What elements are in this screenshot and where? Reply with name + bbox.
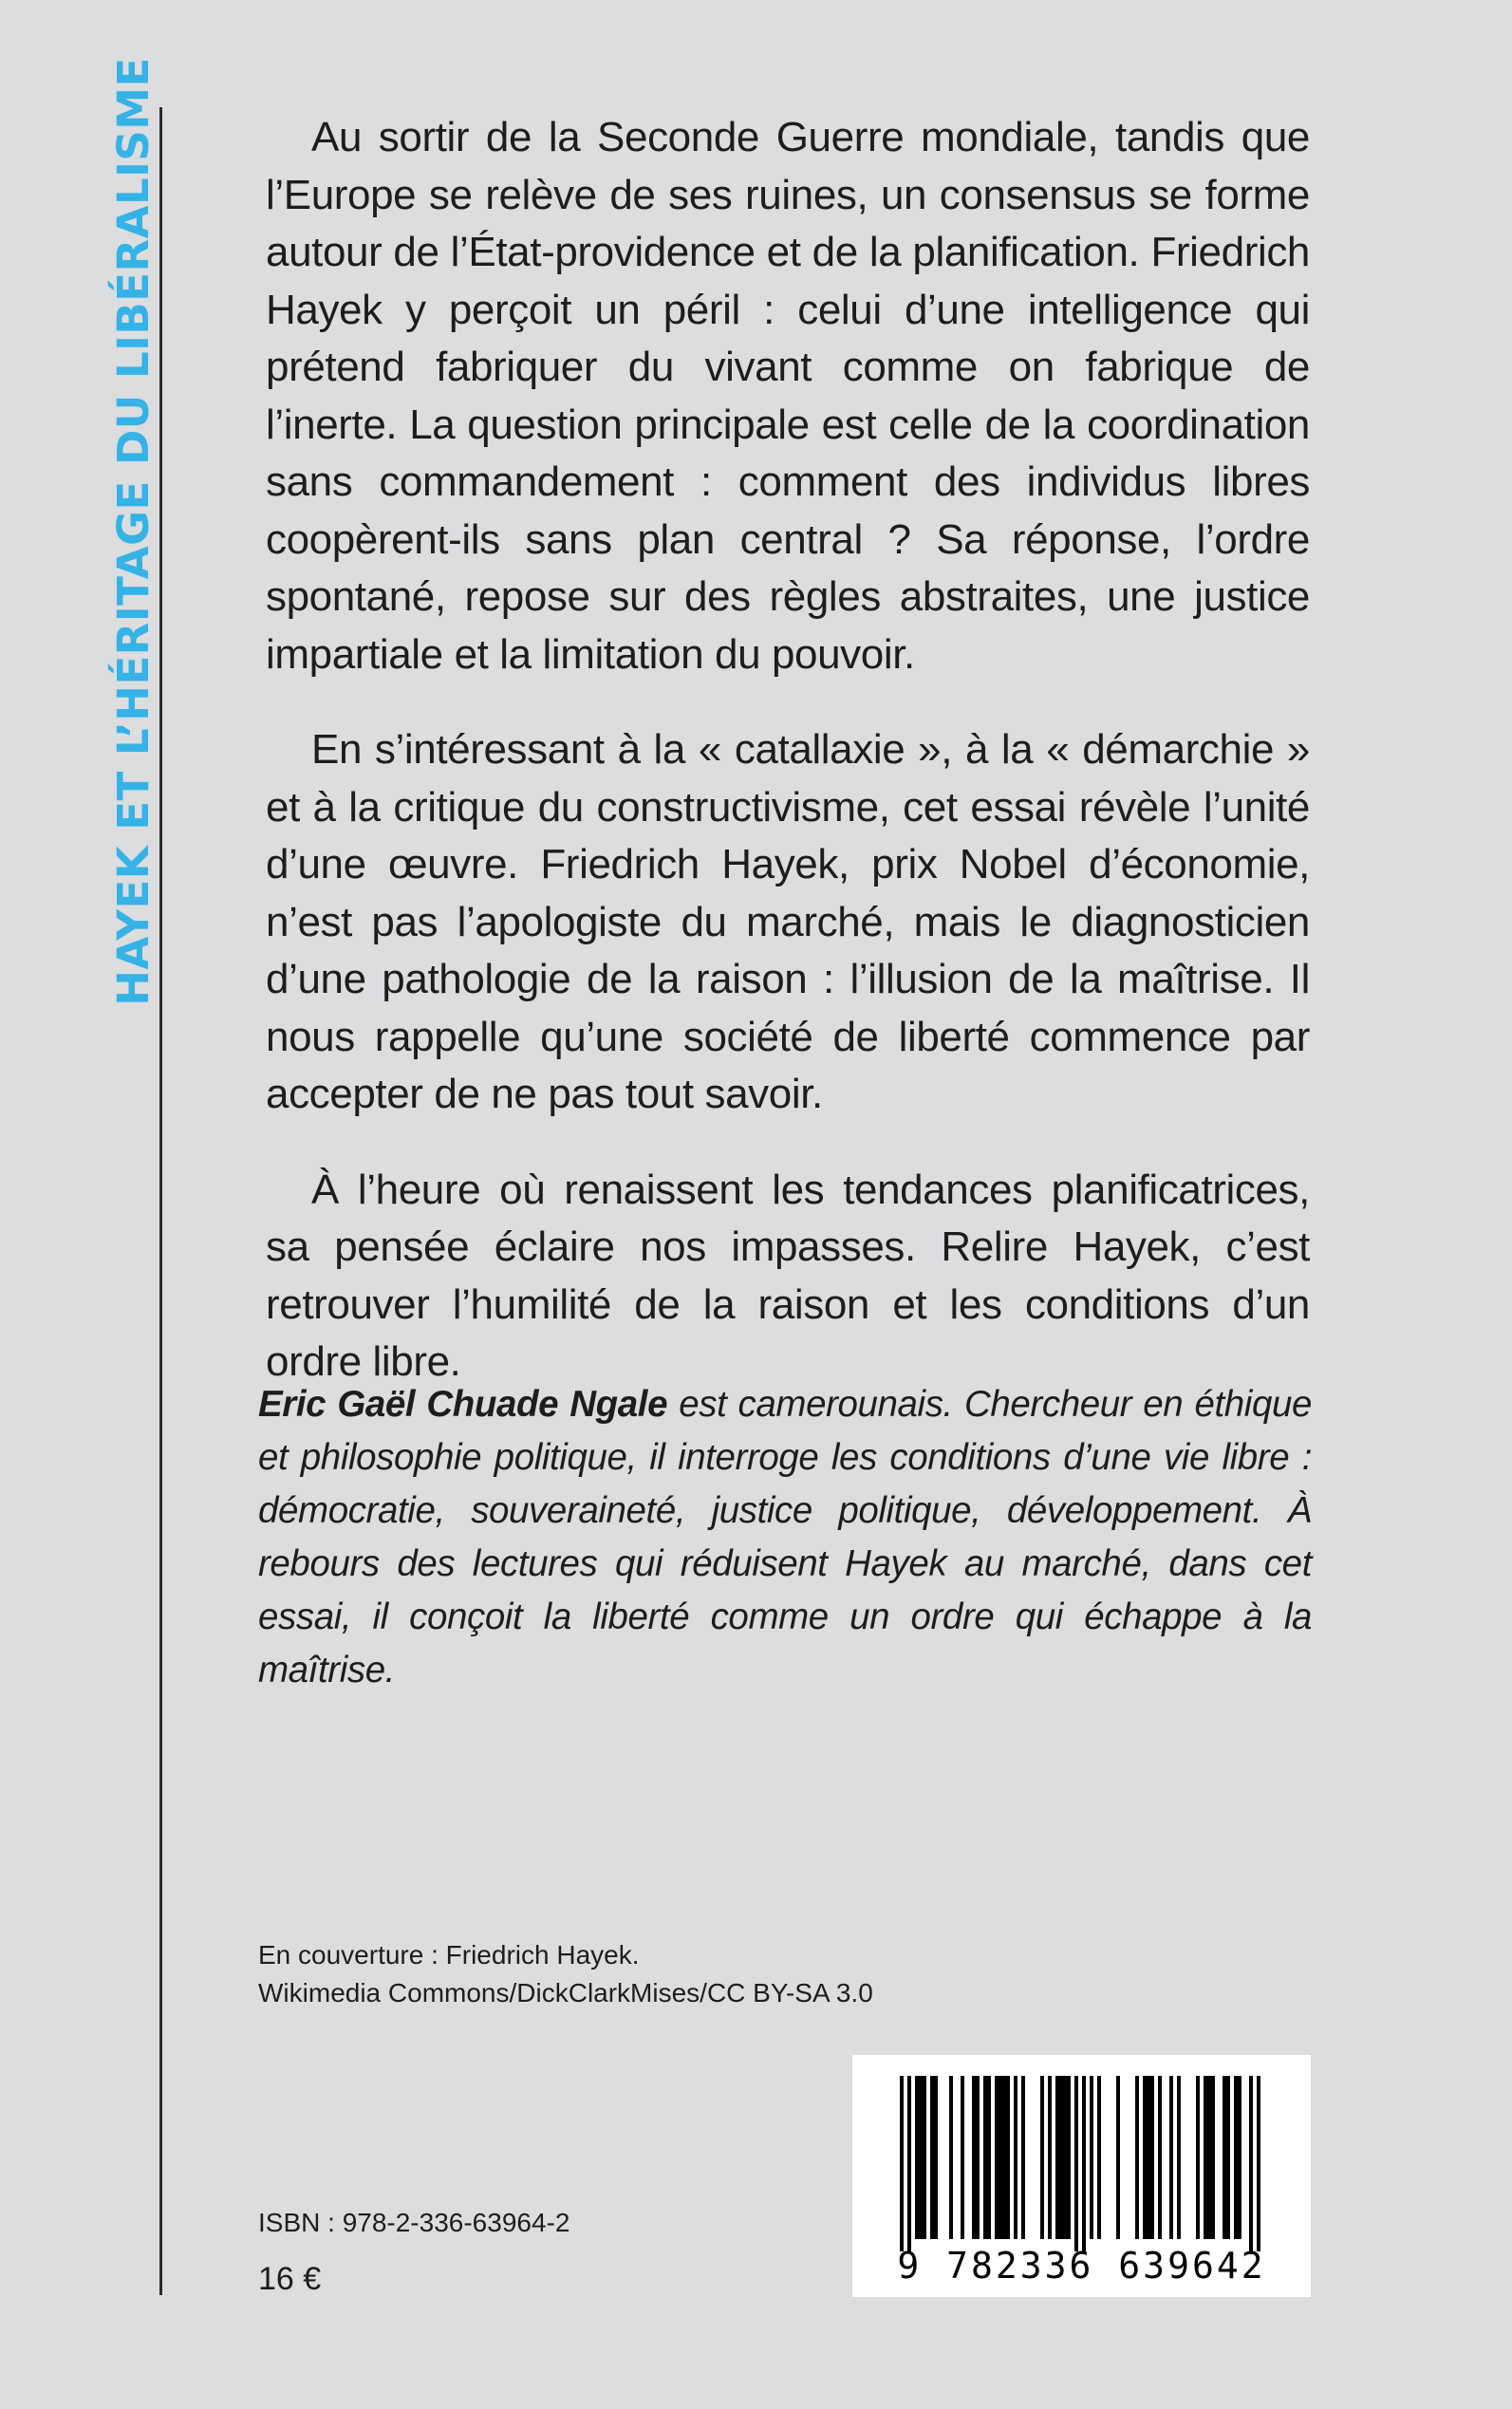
author-bio-text: est camerounais. Chercheur en éthique et philosophie politique, il interroge les conditions d’une vie libre : démocratie, souveraineté, justice politique, développement. À rebours des lectures qui réduisent Hayek au marché, dans cet essai, il conçoit la liberté comme un ordre qui échappe à la maîtrise. [258, 1384, 1312, 1690]
barcode-bar [995, 2076, 1010, 2239]
spine-title: HAYEK ET L’HÉRITAGE DU LIBÉRALISME [107, 57, 159, 1006]
barcode-bar [1249, 2076, 1253, 2251]
barcode-bar [1014, 2076, 1017, 2239]
barcode-bar [1074, 2076, 1078, 2251]
barcode-bar [1143, 2076, 1154, 2239]
vertical-divider [159, 107, 162, 2295]
barcode-digits: 9 782336 639642 [897, 2245, 1266, 2287]
barcode-bar [1021, 2076, 1025, 2239]
barcode-bar [1158, 2076, 1162, 2239]
summary-paragraph-2: En s’intéressant à la « catallaxie », à la « démarchie » et à la critique du constructivisme, cet essai révèle l’unité d’une œuvre. Friedrich Hayek, prix Nobel d’économie, n’est pas l’apologiste du marché, mais le diagnosticien d’une pathologie de la raison : l’illusion de la maîtrise. Il nous rappelle qu’une société de liberté commence par accepter de ne pas tout savoir. [266, 726, 1310, 1117]
barcode-bar [1177, 2076, 1181, 2239]
barcode-bar [1196, 2076, 1200, 2239]
isbn: ISBN : 978-2-336-63964-2 [258, 2208, 570, 2237]
barcode-bar [983, 2076, 991, 2239]
barcode-bar [907, 2076, 911, 2251]
barcode-bar [915, 2076, 926, 2239]
barcode-bar [900, 2076, 904, 2251]
author-name: Eric Gaël Chuade Ngale [258, 1384, 668, 1425]
cover-credit [258, 1936, 873, 2012]
barcode [852, 2055, 1311, 2297]
barcode-bar [1116, 2076, 1120, 2239]
book-summary [266, 109, 1310, 1429]
barcode-bar [930, 2076, 938, 2239]
price: 16 € [258, 2261, 322, 2297]
barcode-bar [1204, 2076, 1215, 2239]
barcode-bar [1223, 2076, 1230, 2239]
barcode-bar [1048, 2076, 1052, 2239]
barcode-bar [1097, 2076, 1101, 2239]
barcode-bar [961, 2076, 964, 2239]
barcode-bar [1055, 2076, 1071, 2239]
barcode-bar [1082, 2076, 1086, 2251]
barcode-bar [1135, 2076, 1139, 2239]
barcode-bar [972, 2076, 980, 2239]
cover-credit-line-2: Wikimedia Commons/DickClarkMises/CC BY-SA 3.0 [258, 1978, 873, 2008]
barcode-bar [949, 2076, 953, 2239]
barcode-bar [1040, 2076, 1044, 2239]
barcode-bar [1090, 2076, 1093, 2239]
barcode-bar [1257, 2076, 1260, 2251]
barcode-bar [1169, 2076, 1173, 2239]
author-bio [258, 1378, 1312, 1697]
cover-credit-line-1: En couverture : Friedrich Hayek. [258, 1940, 640, 1970]
summary-paragraph-1: Au sortir de la Seconde Guerre mondiale, tandis que l’Europe se relève de ses ruines, un consensus se forme autour de l’État-providence et de la planification. Friedrich Hayek y perçoit un péril : celui d’une intelligence qui prétend fabriquer du vivant comme on fabrique de l’inerte. La question principale est celle de la coordination sans commandement : comment des individus libres coopèrent-ils sans plan central ? Sa réponse, l’ordre spontané, repose sur des règles abstraites, une justice impartiale et la limitation du pouvoir. [266, 114, 1310, 678]
barcode-bar [1234, 2076, 1241, 2239]
summary-paragraph-3: À l’heure où renaissent les tendances planificatrices, sa pensée éclaire nos impasses. Relire Hayek, c’est retrouver l’humilité de la raison et les conditions d’un ordre libre. [266, 1166, 1310, 1385]
